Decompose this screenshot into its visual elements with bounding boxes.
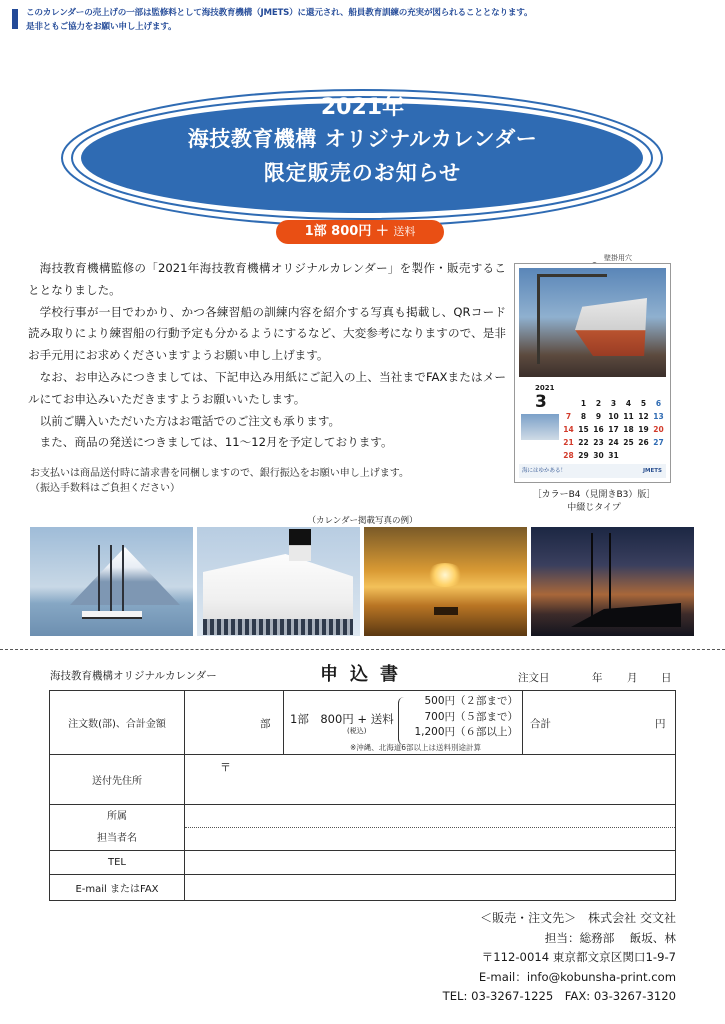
calendar-day: 5 — [640, 399, 647, 408]
calendar-day: 9 — [595, 412, 602, 421]
calendar-day: 27 — [653, 438, 664, 447]
hanging-hole-label: 壁掛用穴 — [604, 254, 632, 262]
dotted-divider — [185, 827, 675, 828]
seller-email[interactable]: E-mail：info@kobunsha-print.com — [478, 969, 676, 984]
calendar-day: 29 — [578, 451, 589, 460]
mast-shape — [122, 545, 124, 617]
price-suffix: 送料 — [393, 225, 416, 238]
photo-tall-ship-dusk — [531, 527, 694, 636]
brace-shape — [398, 697, 406, 745]
form-org-label: 海技教育機構オリジナルカレンダー — [50, 670, 217, 682]
address-label: 送付先住所 — [50, 755, 185, 804]
crane-arm-shape — [537, 274, 607, 277]
calendar-day: 12 — [638, 412, 649, 421]
notice-accent-bar — [12, 9, 18, 29]
calendar-day: 22 — [578, 438, 589, 447]
total-amount-field[interactable]: 円 — [655, 718, 666, 730]
calendar-day: 7 — [565, 412, 572, 421]
calendar-day: 14 — [563, 425, 574, 434]
calendar-day: 17 — [608, 425, 619, 434]
photo-sailing-ship-fuji — [30, 527, 193, 636]
calendar-ship-photo — [519, 268, 666, 377]
calendar-day: 15 — [578, 425, 589, 434]
body-paragraph-5: また、商品の発送につきましては、11～12月を予定しております。 — [39, 435, 393, 450]
calendar-year: 2021 — [535, 384, 555, 392]
calendar-day — [561, 398, 576, 410]
seller-phone-fax: TEL: 03-3267-1225 FAX: 03-3267-3120 — [442, 989, 676, 1003]
order-date-month[interactable]: 月 — [627, 672, 638, 684]
calendar-day-grid — [561, 398, 669, 462]
order-date-day[interactable]: 日 — [661, 672, 672, 684]
seller-staff: 担当：総務部 飯坂、林 — [544, 930, 676, 945]
shipping-tier: 700円（５部まで） — [424, 710, 518, 723]
mast-shape — [110, 545, 112, 617]
seller-address: 〒112-0014 東京都文京区関口1-9-7 — [481, 950, 676, 964]
column-divider — [522, 691, 523, 754]
notice-line-1: このカレンダーの売上げの一部は監修料として海技教育機構（JMETS）に還元され、船員教育訓練の充実が図られることとなります。 — [26, 8, 533, 18]
calendar-month: 3 — [535, 392, 547, 412]
hull-shape — [82, 611, 142, 619]
crowd-shape — [203, 619, 353, 635]
unit-price-text: 1部 800円 + 送料 — [290, 712, 394, 726]
affiliation-contact-label — [50, 805, 185, 850]
calendar-day: 30 — [593, 451, 604, 460]
tel-row[interactable] — [50, 851, 675, 875]
address-row[interactable] — [50, 755, 675, 805]
tel-label: TEL — [50, 851, 185, 874]
calendar-footer-logo: JMETS — [643, 468, 662, 474]
postal-mark: 〒 — [220, 761, 231, 774]
form-title: 申込書 — [320, 664, 410, 685]
calendar-day: 23 — [593, 438, 604, 447]
mast-shape — [98, 545, 100, 617]
body-paragraph-4: 以前ご購入いただいた方はお電話でのご注文も承ります。 — [39, 413, 341, 428]
calendar-day: 25 — [623, 438, 634, 447]
crane-shape — [537, 274, 540, 364]
email-fax-label: E-mail またはFAX — [50, 875, 185, 900]
calendar-day: 1 — [580, 399, 587, 408]
calendar-day: 26 — [638, 438, 649, 447]
order-date-label: 注文日 — [518, 672, 550, 684]
affiliation-contact-row[interactable] — [50, 805, 675, 851]
photo-training-ship-departure — [197, 527, 360, 636]
calendar-caption — [514, 489, 674, 515]
title-year: 2021年 — [320, 95, 405, 120]
order-form-table — [49, 690, 676, 901]
cut-line — [0, 649, 725, 650]
calendar-day: 10 — [608, 412, 619, 421]
calendar-day: 6 — [655, 399, 662, 408]
shipping-tier: 500円（２部まで） — [424, 695, 518, 707]
bow-shape — [571, 597, 681, 627]
quantity-unit[interactable]: 部 — [260, 718, 271, 730]
shipping-tier: 1,200円（６部以上） — [414, 726, 518, 738]
calendar-day: 2 — [595, 399, 602, 408]
calendar-day: 20 — [653, 425, 664, 434]
notice-line-2: 是非ともご協力をお願い申し上げます。 — [26, 22, 177, 32]
notice-text — [26, 6, 716, 34]
order-date-year[interactable]: 年 — [592, 672, 603, 684]
column-divider — [283, 691, 284, 754]
calendar-day: 18 — [623, 425, 634, 434]
rigging-shape — [591, 533, 593, 625]
mountain-shape — [70, 547, 180, 605]
calendar-day: 19 — [638, 425, 649, 434]
photo-strip-caption: （カレンダー掲載写真の例） — [307, 516, 418, 526]
calendar-caption-size: ［カラーB4（見開きB3）版］ — [532, 490, 656, 500]
order-quantity-label: 注文数(部)、合計金額 — [50, 691, 185, 754]
calendar-day: 21 — [563, 438, 574, 447]
page-title — [0, 94, 725, 190]
calendar-day: 28 — [563, 451, 574, 460]
price-main: 1部 800円 ＋ — [304, 224, 389, 239]
calendar-day: 13 — [653, 412, 664, 421]
photo-sunset-sea — [364, 527, 527, 636]
calendar-sample-image — [514, 263, 671, 483]
affiliation-label: 所属 — [107, 810, 127, 822]
calendar-day: 16 — [593, 425, 604, 434]
payment-note-line-2: （振込手数料はご負担ください） — [30, 483, 180, 494]
sun-shape — [426, 563, 464, 587]
body-paragraph-2: 学校行事が一目でわかり、かつ各練習船の訓練内容を紹介する写真も掲載し、QRコード読み取りにより練習船の行動予定も分かるようにするなど、大変参考になりますので、是非お手元用にお求めくださいますようお願い申し上げます。 — [28, 304, 506, 363]
payment-note — [30, 466, 520, 496]
body-paragraph-1: 海技教育機構監修の「2021年海技教育機構オリジナルカレンダー」を製作・販売することとなりました。 — [28, 261, 506, 297]
price-badge — [276, 220, 444, 244]
shipping-exception-note: ※沖縄、北海道6部以上は送料別途計算 — [350, 743, 482, 752]
announcement-body — [28, 258, 506, 454]
seller-contact — [443, 909, 676, 1007]
calendar-footer-text: 海にはゆかある！ — [522, 468, 567, 474]
tax-included-note: (税込) — [347, 727, 367, 735]
funnel-shape — [289, 529, 311, 561]
calendar-day: 3 — [610, 399, 617, 408]
calendar-day: 8 — [580, 412, 587, 421]
calendar-day: 24 — [608, 438, 619, 447]
calendar-mini-photo — [521, 414, 559, 440]
total-label: 合計 — [530, 718, 551, 730]
body-paragraph-3: なお、お申込みにつきましては、下記申込み用紙にご記入の上、当社までFAXまたはメールにてお申込みいただきますようお願いいたします。 — [28, 369, 506, 406]
boat-shape — [434, 607, 458, 615]
seller-company: ＜販売・注文先＞ 株式会社 交文社 — [480, 911, 676, 925]
email-fax-row[interactable] — [50, 875, 675, 900]
calendar-day: 11 — [623, 412, 634, 421]
calendar-caption-binding: 中綴じタイプ — [567, 503, 621, 513]
title-product: 海技教育機構 オリジナルカレンダー — [187, 127, 538, 151]
calendar-day: 4 — [625, 399, 632, 408]
order-quantity-row — [50, 691, 675, 755]
payment-note-line-1: お支払いは商品送付時に請求書を同梱しますので、銀行振込をお願い申し上げます。 — [30, 468, 409, 479]
calendar-footer-band — [519, 464, 666, 478]
ship-shape — [575, 298, 647, 356]
contact-person-label: 担当者名 — [97, 832, 137, 844]
shipping-tiers — [408, 694, 518, 741]
calendar-day: 31 — [608, 451, 619, 460]
title-announcement: 限定販売のお知らせ — [263, 161, 462, 185]
